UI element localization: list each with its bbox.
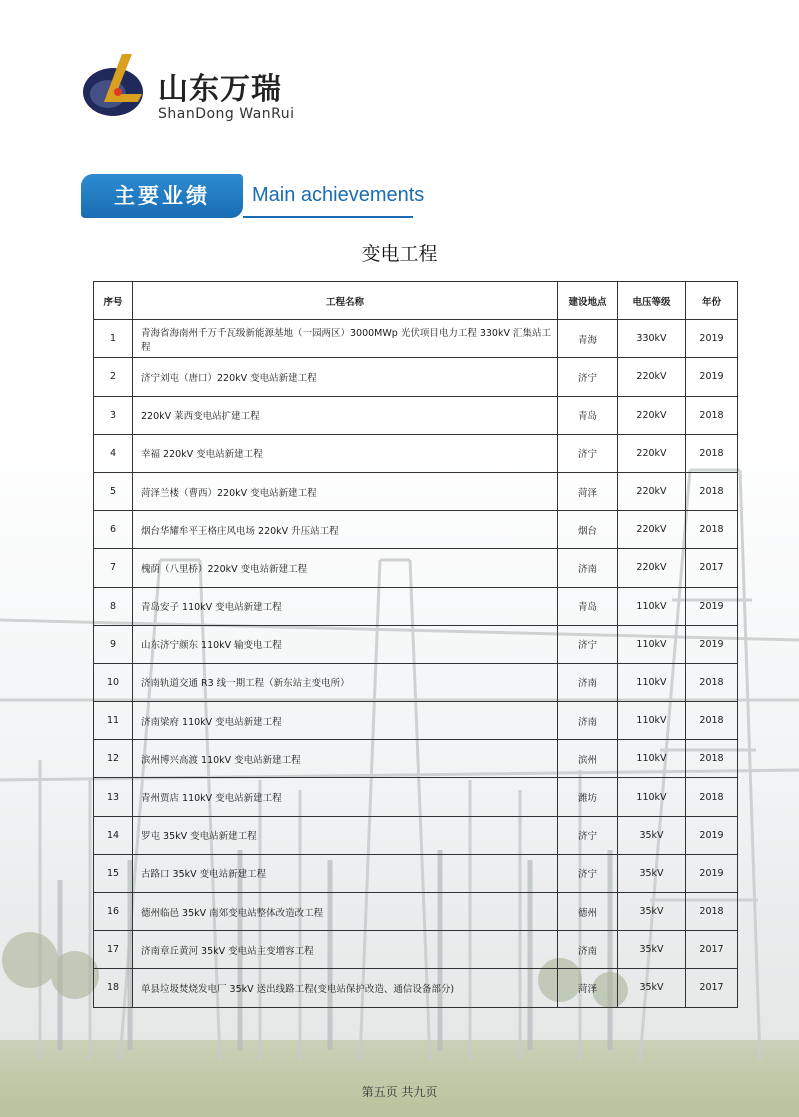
brand-name-en: ShanDong WanRui [158, 106, 295, 122]
cell-project-name: 单县垃圾焚烧发电厂 35kV 送出线路工程(变电站保护改造、通信设备部分) [133, 969, 558, 1007]
table-row [94, 511, 738, 549]
cell-project-name: 罗屯 35kV 变电站新建工程 [133, 816, 558, 854]
cell-voltage: 220kV [618, 434, 686, 472]
cell-location: 济南 [558, 663, 618, 701]
cell-voltage: 110kV [618, 625, 686, 663]
header-location: 建设地点 [558, 282, 618, 320]
cell-project-name: 济南梁府 110kV 变电站新建工程 [133, 702, 558, 740]
cell-voltage: 110kV [618, 778, 686, 816]
cell-location: 菏泽 [558, 969, 618, 1007]
cell-project-name: 济宁刘屯（唐口）220kV 变电站新建工程 [133, 358, 558, 396]
cell-project-name: 220kV 莱西变电站扩建工程 [133, 396, 558, 434]
table-row [94, 625, 738, 663]
cell-voltage: 35kV [618, 893, 686, 931]
cell-project-name: 青州贾店 110kV 变电站新建工程 [133, 778, 558, 816]
header-project-name: 工程名称 [133, 282, 558, 320]
cell-year: 2018 [686, 702, 738, 740]
cell-voltage: 330kV [618, 320, 686, 358]
cell-project-name: 山东济宁颜东 110kV 输变电工程 [133, 625, 558, 663]
table-row [94, 472, 738, 510]
cell-index: 16 [94, 893, 133, 931]
cell-voltage: 220kV [618, 511, 686, 549]
cell-project-name: 古路口 35kV 变电站新建工程 [133, 854, 558, 892]
cell-location: 济南 [558, 549, 618, 587]
table-header-row [94, 282, 738, 320]
wanrui-logo-icon [80, 52, 150, 122]
cell-index: 8 [94, 587, 133, 625]
cell-index: 14 [94, 816, 133, 854]
cell-voltage: 35kV [618, 969, 686, 1007]
projects-table [93, 281, 738, 1008]
table-row [94, 969, 738, 1007]
cell-voltage: 220kV [618, 396, 686, 434]
table-row [94, 434, 738, 472]
cell-index: 12 [94, 740, 133, 778]
cell-year: 2018 [686, 396, 738, 434]
cell-voltage: 220kV [618, 472, 686, 510]
cell-location: 济宁 [558, 854, 618, 892]
cell-location: 济宁 [558, 358, 618, 396]
cell-location: 潍坊 [558, 778, 618, 816]
cell-index: 1 [94, 320, 133, 358]
cell-index: 2 [94, 358, 133, 396]
page-footer: 第五页 共九页 [361, 1085, 438, 1099]
cell-year: 2019 [686, 816, 738, 854]
cell-location: 济南 [558, 702, 618, 740]
cell-location: 滨州 [558, 740, 618, 778]
cell-year: 2019 [686, 358, 738, 396]
cell-location: 青岛 [558, 587, 618, 625]
table-row [94, 816, 738, 854]
cell-voltage: 220kV [618, 358, 686, 396]
header-year: 年份 [686, 282, 738, 320]
cell-index: 5 [94, 472, 133, 510]
cell-location: 青岛 [558, 396, 618, 434]
cell-year: 2018 [686, 472, 738, 510]
cell-index: 15 [94, 854, 133, 892]
cell-project-name: 烟台华耀牟平王格庄风电场 220kV 升压站工程 [133, 511, 558, 549]
table-row [94, 702, 738, 740]
table-row [94, 663, 738, 701]
cell-year: 2017 [686, 931, 738, 969]
cell-year: 2018 [686, 778, 738, 816]
table-row [94, 358, 738, 396]
cell-voltage: 35kV [618, 816, 686, 854]
table-row [94, 931, 738, 969]
cell-project-name: 滨州博兴高渡 110kV 变电站新建工程 [133, 740, 558, 778]
cell-year: 2018 [686, 434, 738, 472]
cell-location: 济宁 [558, 625, 618, 663]
cell-year: 2018 [686, 740, 738, 778]
cell-project-name: 青岛安子 110kV 变电站新建工程 [133, 587, 558, 625]
cell-year: 2019 [686, 854, 738, 892]
cell-index: 13 [94, 778, 133, 816]
cell-project-name: 青海省海南州千万千瓦级新能源基地（一园两区）3000MWp 光伏项目电力工程 330kV 汇集站工程 [133, 320, 558, 358]
cell-project-name: 德州临邑 35kV 南郊变电站整体改造改工程 [133, 893, 558, 931]
cell-project-name: 济南轨道交通 R3 线一期工程（新东站主变电所） [133, 663, 558, 701]
cell-project-name: 幸福 220kV 变电站新建工程 [133, 434, 558, 472]
banner-label-cn: 主要业绩 [114, 184, 210, 208]
cell-voltage: 110kV [618, 587, 686, 625]
cell-location: 德州 [558, 893, 618, 931]
cell-project-name: 菏泽兰楼（曹西）220kV 变电站新建工程 [133, 472, 558, 510]
table-row [94, 893, 738, 931]
table-row [94, 320, 738, 358]
cell-index: 17 [94, 931, 133, 969]
cell-year: 2018 [686, 893, 738, 931]
brand-logo [80, 52, 310, 132]
cell-year: 2019 [686, 320, 738, 358]
cell-year: 2017 [686, 549, 738, 587]
cell-year: 2019 [686, 587, 738, 625]
header-voltage: 电压等级 [618, 282, 686, 320]
table-row [94, 396, 738, 434]
brand-name-cn: 山东万瑞 [158, 72, 282, 107]
section-title: 变电工程 [361, 243, 438, 265]
table-row [94, 854, 738, 892]
table-row [94, 587, 738, 625]
cell-voltage: 110kV [618, 702, 686, 740]
section-banner [81, 174, 243, 218]
cell-index: 7 [94, 549, 133, 587]
cell-voltage: 110kV [618, 663, 686, 701]
cell-index: 11 [94, 702, 133, 740]
cell-year: 2018 [686, 663, 738, 701]
table-row [94, 740, 738, 778]
cell-location: 青海 [558, 320, 618, 358]
cell-year: 2019 [686, 625, 738, 663]
cell-voltage: 220kV [618, 549, 686, 587]
cell-project-name: 济南章丘黄河 35kV 变电站主变增容工程 [133, 931, 558, 969]
cell-index: 3 [94, 396, 133, 434]
cell-project-name: 槐荫（八里桥）220kV 变电站新建工程 [133, 549, 558, 587]
cell-index: 9 [94, 625, 133, 663]
banner-label-en: Main achievements [252, 184, 425, 206]
cell-voltage: 35kV [618, 854, 686, 892]
cell-voltage: 110kV [618, 740, 686, 778]
banner-underline [243, 216, 413, 218]
cell-voltage: 35kV [618, 931, 686, 969]
cell-index: 18 [94, 969, 133, 1007]
cell-year: 2017 [686, 969, 738, 1007]
table-row [94, 549, 738, 587]
cell-location: 济宁 [558, 816, 618, 854]
cell-index: 4 [94, 434, 133, 472]
cell-location: 烟台 [558, 511, 618, 549]
table-row [94, 778, 738, 816]
cell-index: 6 [94, 511, 133, 549]
header-index: 序号 [94, 282, 133, 320]
cell-location: 济南 [558, 931, 618, 969]
cell-location: 济宁 [558, 434, 618, 472]
cell-index: 10 [94, 663, 133, 701]
cell-location: 菏泽 [558, 472, 618, 510]
cell-year: 2018 [686, 511, 738, 549]
